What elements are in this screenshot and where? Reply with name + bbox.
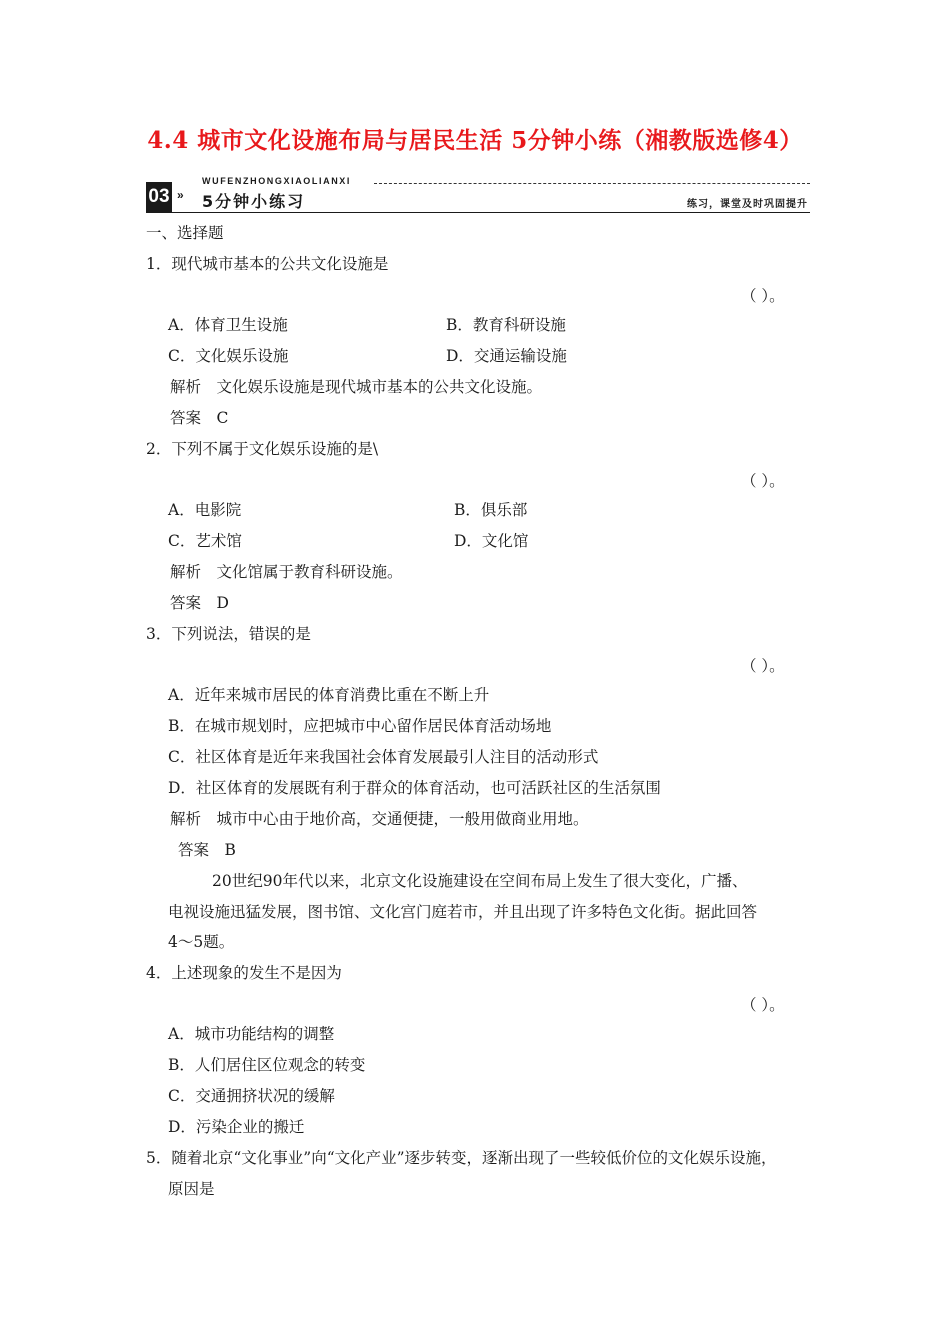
q1-option-d: D．交通运输设施 xyxy=(446,347,567,365)
double-chevron-icon: » xyxy=(177,188,184,202)
banner-pinyin: WUFENZHONGXIAOLIANXI xyxy=(202,176,351,186)
banner-subtitle: 练习，课堂及时巩固提升 xyxy=(687,199,808,210)
q4-answer-blank: （ ）。 xyxy=(741,996,785,1014)
q2-option-a: A．电影院 xyxy=(168,501,242,519)
passage-line-2: 电视设施迅猛发展，图书馆、文化宫门庭若市，并且出现了许多特色文化街。据此回答 xyxy=(168,903,758,921)
q4-option-d: D．污染企业的搬迁 xyxy=(168,1118,305,1136)
q1-stem: 1．现代城市基本的公共文化设施是 xyxy=(146,255,389,273)
q2-answer: 答案 D xyxy=(170,594,229,612)
q2-option-c: C．艺术馆 xyxy=(168,532,242,550)
q3-analysis: 解析 城市中心由于地价高，交通便捷，一般用做商业用地。 xyxy=(170,810,589,828)
q3-option-a: A．近年来城市居民的体育消费比重在不断上升 xyxy=(168,686,490,704)
q1-option-b: B．教育科研设施 xyxy=(446,316,566,334)
q2-stem: 2．下列不属于文化娱乐设施的是\ xyxy=(146,440,379,458)
q3-answer: 答案 B xyxy=(178,841,236,859)
q2-analysis: 解析 文化馆属于教育科研设施。 xyxy=(170,563,403,581)
q5-stem-continued: 原因是 xyxy=(168,1180,215,1198)
q1-analysis: 解析 文化娱乐设施是现代城市基本的公共文化设施。 xyxy=(170,378,543,396)
q4-option-c: C．交通拥挤状况的缓解 xyxy=(168,1087,335,1105)
q3-stem: 3．下列说法，错误的是 xyxy=(146,625,311,643)
q2-option-b: B．俱乐部 xyxy=(454,501,528,519)
q1-answer: 答案 C xyxy=(170,409,229,427)
banner-heading: 5分钟小练习 xyxy=(202,192,306,211)
q3-option-b: B．在城市规划时，应把城市中心留作居民体育活动场地 xyxy=(168,717,552,735)
q3-option-d: D．社区体育的发展既有利于群众的体育活动，也可活跃社区的生活氛围 xyxy=(168,779,661,797)
q1-answer-blank: （ ）。 xyxy=(741,287,785,305)
q2-option-d: D．文化馆 xyxy=(454,532,529,550)
section-number-badge: 03 xyxy=(146,182,172,212)
q3-answer-blank: （ ）。 xyxy=(741,657,785,675)
dotted-divider xyxy=(374,183,810,184)
q4-stem: 4．上述现象的发生不是因为 xyxy=(146,964,342,982)
q4-option-a: A．城市功能结构的调整 xyxy=(168,1025,335,1043)
q1-option-c: C．文化娱乐设施 xyxy=(168,347,289,365)
q4-option-b: B．人们居住区位观念的转变 xyxy=(168,1056,366,1074)
passage-line-3: 4～5题。 xyxy=(168,933,235,951)
section-banner xyxy=(146,176,810,216)
section-heading: 一、选择题 xyxy=(146,224,224,242)
passage-line-1: 20世纪90年代以来，北京文化设施建设在空间布局上发生了很大变化，广播、 xyxy=(212,872,748,890)
q3-option-c: C．社区体育是近年来我国社会体育发展最引人注目的活动形式 xyxy=(168,748,599,766)
page-title: 4.4 城市文化设施布局与居民生活 5分钟小练（湘教版选修4） xyxy=(147,127,803,154)
q1-option-a: A．体育卫生设施 xyxy=(168,316,288,334)
banner-rule xyxy=(146,212,810,213)
q2-answer-blank: （ ）。 xyxy=(741,472,785,490)
q5-stem: 5．随着北京“文化事业”向“文化产业”逐步转变，逐渐出现了一些较低价位的文化娱乐设施， xyxy=(146,1149,777,1167)
